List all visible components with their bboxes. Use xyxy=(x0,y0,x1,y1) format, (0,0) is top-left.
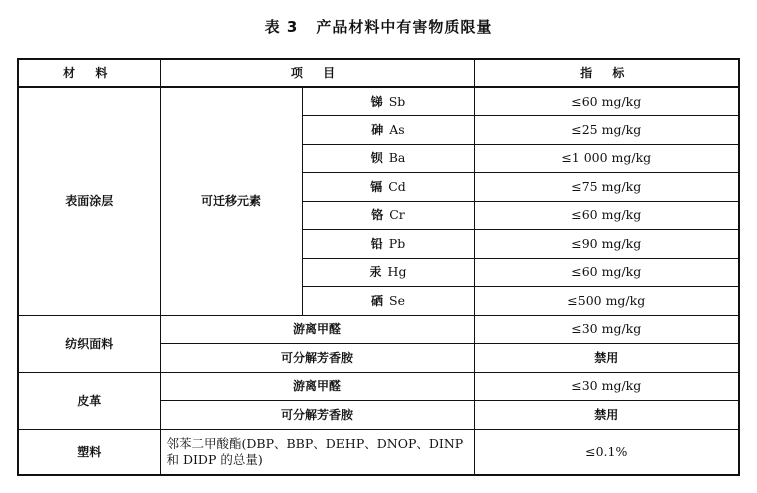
element-name: 镉 xyxy=(370,179,383,194)
item-cell: 可分解芳香胺 xyxy=(160,344,474,373)
limit-cell: ≤1 000 mg/kg xyxy=(474,144,739,173)
element-symbol: Ba xyxy=(388,150,406,166)
limit-cell: ≤75 mg/kg xyxy=(474,173,739,202)
limit-cell: ≤25 mg/kg xyxy=(474,116,739,145)
element-name: 铅 xyxy=(370,236,383,251)
element-name: 硒 xyxy=(371,293,384,308)
table-title xyxy=(0,16,757,37)
limit-cell: 禁用 xyxy=(474,344,739,373)
material-cell: 塑料 xyxy=(18,429,160,475)
element-symbol: Pb xyxy=(388,235,406,251)
element-name: 铬 xyxy=(371,208,384,223)
table-row xyxy=(18,372,739,401)
element-cell xyxy=(302,173,474,202)
element-symbol: Sb xyxy=(388,93,406,109)
header-material: 材 料 xyxy=(18,59,160,87)
hazard-limit-table xyxy=(17,58,740,476)
material-cell: 表面涂层 xyxy=(18,87,160,315)
item-line: 和 DIDP 的总量) xyxy=(166,451,263,467)
item-cell xyxy=(160,429,474,475)
element-name: 锑 xyxy=(370,94,383,109)
element-cell xyxy=(302,258,474,287)
header-item: 项 目 xyxy=(160,59,474,87)
element-symbol: Cr xyxy=(389,207,405,223)
limit-cell: ≤60 mg/kg xyxy=(474,87,739,116)
table-row xyxy=(18,315,739,344)
material-cell: 皮革 xyxy=(18,372,160,429)
element-cell xyxy=(302,230,474,259)
element-cell xyxy=(302,287,474,316)
table-row xyxy=(18,429,739,475)
table-row xyxy=(18,87,739,116)
element-symbol: Se xyxy=(389,292,405,308)
element-symbol: Hg xyxy=(387,264,407,280)
element-name: 钡 xyxy=(370,151,383,166)
limit-cell: ≤30 mg/kg xyxy=(474,315,739,344)
limit-cell: ≤60 mg/kg xyxy=(474,201,739,230)
element-cell xyxy=(302,116,474,145)
limit-cell: 禁用 xyxy=(474,401,739,430)
element-name: 砷 xyxy=(371,122,384,137)
limit-cell: ≤30 mg/kg xyxy=(474,372,739,401)
item-line: 邻苯二甲酸酯(DBP、BBP、DEHP、DNOP、DINP xyxy=(166,435,464,451)
header-row xyxy=(18,59,739,87)
header-indicator: 指 标 xyxy=(474,59,739,87)
element-symbol: As xyxy=(389,121,405,137)
item-cell: 游离甲醛 xyxy=(160,315,474,344)
item-cell: 游离甲醛 xyxy=(160,372,474,401)
table-caption: 产品材料中有害物质限量 xyxy=(316,18,493,36)
element-cell xyxy=(302,144,474,173)
table-number: 表 3 xyxy=(264,18,299,36)
element-cell xyxy=(302,87,474,116)
element-cell xyxy=(302,201,474,230)
limit-cell: ≤60 mg/kg xyxy=(474,258,739,287)
element-symbol: Cd xyxy=(388,178,406,194)
limit-cell: ≤0.1% xyxy=(474,429,739,475)
limit-cell: ≤90 mg/kg xyxy=(474,230,739,259)
limit-cell: ≤500 mg/kg xyxy=(474,287,739,316)
item-cell: 可分解芳香胺 xyxy=(160,401,474,430)
element-name: 汞 xyxy=(369,265,382,280)
material-cell: 纺织面料 xyxy=(18,315,160,372)
item-cell: 可迁移元素 xyxy=(160,87,302,315)
